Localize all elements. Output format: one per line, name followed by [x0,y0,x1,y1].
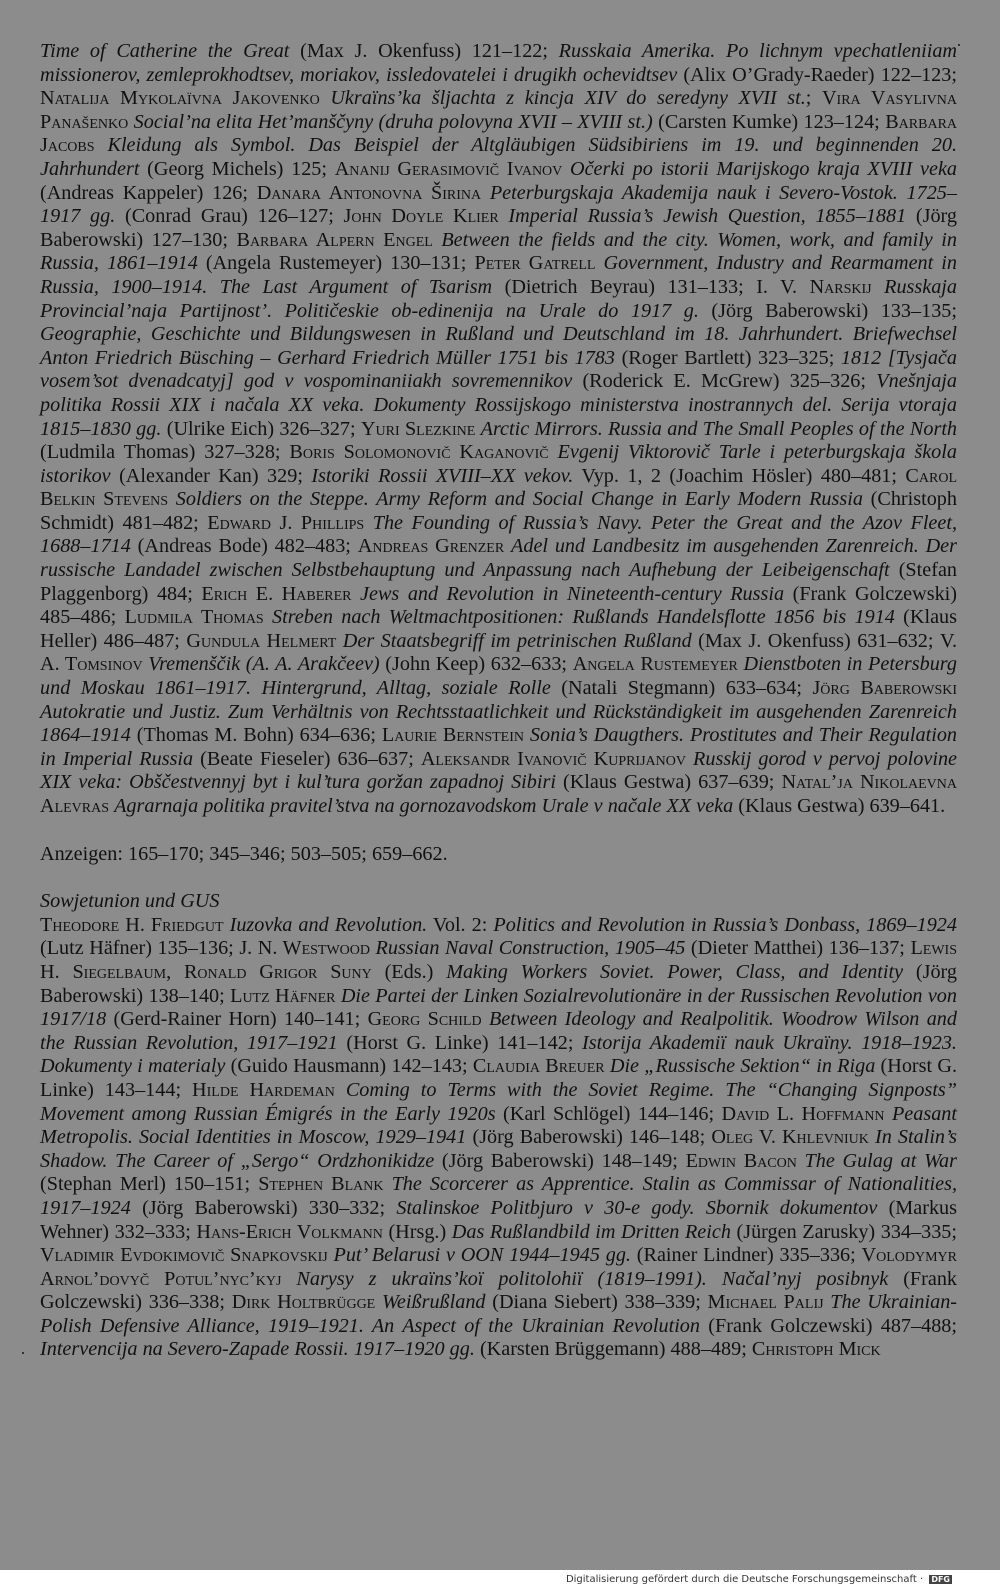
plain-text: (Karl Schlögel) 144–146; [495,1102,722,1125]
title-text: Iuzovka and Revolution. [229,913,428,936]
title-text: Stalinskoe Politbjuro v 30-e gody. Sbornik dokumentov [396,1196,878,1219]
title-text: Narysy z ukraïns’koï politolohiï (1819–1991). Načal’nyj posibnyk [296,1267,889,1290]
title-text: Weißrußland [381,1291,486,1314]
plain-text [504,535,511,557]
plain-text: (Dieter Matthei) 136–137; [685,937,911,960]
plain-text: (Gerd-Rainer Horn) 140–141; [106,1008,368,1031]
plain-text: (Horst G. Linke) 143–144; [40,1055,957,1101]
plain-text: (Klaus Gestwa) 639–641. [733,795,946,817]
plain-text: (Frank Golczewski) 485–486; [40,582,957,629]
plain-text: (John Keep) 632–633; [379,653,573,676]
author-name: Vira Vasylivna Panašenko [40,87,958,133]
plain-text [320,87,331,109]
author-name: Dirk Holtbrügge [231,1291,376,1314]
plain-text: (Conrad Grau) 126–127; [115,205,344,228]
plain-text: (Hrsg.) [382,1220,452,1243]
title-text: Making Workers Soviet. Power, Class, and Identity [446,960,904,983]
title-text: Jews and Revolution in Nineteenth-century Russia [360,582,785,605]
title-text: Agrarnaja politika pravitel’stva na gornozavodskom Urale v načale XX veka [114,795,734,817]
block-spacer [40,866,957,890]
plain-text: (Beate Fieseler) 636–637; [193,747,421,770]
author-name: Carol Belkin Stevens [40,464,957,511]
plain-text: (Georg Michels) 125; [139,157,335,180]
scan-speck [22,1352,24,1354]
title-text: Arctic Mirrors. Russia and The Small Peoples of the North [480,417,958,440]
plain-text: (Roderick E. McGrew) 325–326; [572,370,877,393]
title-text: Coming to Terms with the Soviet Regime. The “Changing Signposts” Movement among Russian Émigrés in the Early 1920s [40,1078,958,1125]
entry-paragraph [40,914,957,1362]
title-text: Die „Russische Sektion“ in Riga [609,1055,876,1078]
title-text: Istoriki Rossii XVIII–XX vekov. [311,464,574,487]
plain-text: (Guido Hausmann) 142–143; [225,1055,473,1078]
author-name: Lewis H. Siegelbaum, Ronald Grigor Suny [40,937,957,983]
plain-text: (Jörg Baberowski) 330–332; [130,1196,397,1219]
title-text: Die Partei der Linken Sozialrevolutionäre in der Russischen Revolution von 1917/18 [40,984,957,1031]
title-text: Geographie, Geschichte und Bildungswesen in Rußland und Deutschland im 18. Jahrhundert. Briefwechsel Anton Friedrich Büsching – Gerhard Friedrich Müller 1751 bis 1783 [40,323,957,369]
title-text: Russkaja Provincial’naja Partijnost’. Političeskie ob-edinenija na Urale do 1917 g. [40,275,958,322]
title-text: Vremenščik (A. A. Arakčeev) [148,653,380,676]
plain-text: ; [805,87,822,110]
plain-text: (Andreas Bode) 482–483; [130,535,358,558]
plain-text [351,583,360,605]
plain-text: (Rainer Lindner) 335–336; [630,1244,862,1267]
title-text: The Ukrainian-Polish Defensive Alliance, 1919–1921. An Aspect of the Ukrainian Revolution [40,1291,958,1337]
title-text: Očerki po istorii Marijskogo kraja XVIII veka [569,157,958,180]
plain-text: (Carsten Kumke) 123–124; [652,110,886,133]
author-name: I. V. Narskij [756,275,872,298]
author-name: Volodymyr Arnol’dovyč Potul’nyc’kyj [40,1244,957,1290]
author-name: Gundula Helmert [186,629,337,652]
author-name: Yuri Slezkine [360,417,476,440]
author-name: Jörg Baberowski [812,677,957,700]
title-text: Der Staatsbegriff im petrinischen Rußland [342,629,692,652]
entry-paragraph [40,40,957,819]
plain-text [335,1079,346,1101]
plain-text: (Dietrich Beyrau) 131–133; [492,275,757,298]
plain-text: (Jürgen Zarusky) 334–335; [730,1220,957,1243]
plain-text [686,748,693,770]
title-text: Russkij gorod v pervoj polovine XIX veka: Obščestvennyj byt i kul’tura goržan zapadnoj Sibiri [40,747,957,794]
author-name: Barbara Jacobs [40,110,958,157]
plain-text: (Diana Siebert) 338–339; [485,1291,708,1314]
plain-text [499,205,509,227]
author-name: Georg Schild [367,1008,482,1031]
author-name: Laurie Bernstein [381,724,524,747]
author-name: Barbara Alpern Engel [236,228,433,251]
plain-text: (Andreas Kappeler) 126; [40,181,257,204]
plain-text: (Roger Bartlett) 323–325; [615,346,841,369]
entry-paragraph [40,843,957,867]
author-name: Michael Palij [707,1291,824,1314]
author-name: Erich E. Haberer [201,582,352,605]
plain-text [797,1150,805,1172]
title-text: Ukraïns’ka šljachta z kincja XIV do seredyny XVII st. [330,87,806,110]
plain-text [375,1291,382,1313]
title-text: Politics and Revolution in Russia’s Donbass, 1869–1924 [493,913,957,936]
title-text: Peterburgskaja Akademija nauk i Severo-Vostok. 1725–1917 gg. [40,181,957,228]
author-name: V. A. Tomsinov [40,629,957,676]
author-name: Natal’ja Nikolaevna Alevras [40,771,957,817]
title-text: The Scorcerer as Apprentice. Stalin as Commissar of Nationalities, 1917–1924 [40,1173,957,1219]
plain-text [885,1103,892,1125]
plain-text [168,488,176,510]
title-text: Istorija Akademiï nauk Ukraïny. 1918–1923. Dokumenty i materialy [40,1031,957,1078]
plain-text: (Jörg Baberowski) 138–140; [40,960,958,1007]
title-text: Vnešnjaja politika Rossii XIX i načala XX veka. Dokumenty Rossijskogo ministerstva inostrannych del. Serija vtoraja 1815–1830 gg. [40,370,958,440]
author-name: J. N. Westwood [239,937,371,960]
block-spacer [40,819,957,843]
title-text: In Stalin’s Shadow. The Career of „Sergo“ Ordzhonikidze [40,1126,958,1172]
author-name: Lutz Häfner [230,984,336,1007]
plain-text: (Alexander Kan) 329; [110,464,312,487]
title-text: Social’na elita Het’manščyny (druha polovyna XVII – XVIII st.) [133,110,653,133]
title-text: Between the fields and the city. Women, work, and family in Russia, 1861–1914 [40,228,957,275]
title-text: Imperial Russia’s Jewish Question, 1855–1881 [508,205,907,228]
plain-text [364,512,373,534]
plain-text [562,158,570,180]
dfg-logo: DFG [931,1574,950,1584]
author-name: Boris Solomonovič Kaganovič [289,441,549,464]
author-name: Danara Antonovna Širina [256,181,482,204]
footer-credit-text: Digitalisierung gefördert durch die Deutsche Forschungsgemeinschaft · [565,1574,924,1585]
plain-text: (Stefan Plaggenborg) 484; [40,559,957,605]
title-text: Put’ Belarusi v OON 1944–1945 gg. [333,1244,631,1267]
title-text: Autokratie und Justiz. Zum Verhältnis von Rechtsstaatlichkeit und Rückständigkeit im ausgehenden Zarenreich 1864–1914 [40,700,957,747]
title-text: Evgenij Viktorovič Tarle i peterburgskaja škola istorikov [40,441,957,487]
plain-text: (Jörg Baberowski) 148–149; [434,1149,686,1172]
plain-text: (Ulrike Eich) 326–327; [161,417,361,440]
title-text: Dienstboten in Petersburg und Moskau 1861–1917. Hintergrund, Alltag, soziale Rolle [40,653,957,700]
author-name: Claudia Breuer [472,1055,605,1078]
title-text: Intervencija na Severo-Zapade Rossii. 1917–1920 gg. [40,1338,475,1361]
plain-text: (Natali Stegmann) 633–634; [550,677,813,700]
plain-text [482,1008,489,1030]
plain-text [595,252,603,274]
author-name: Vladimir Evdokimovič Snapkovskij [40,1244,328,1267]
section-heading [40,890,957,914]
author-name: Oleg V. Khlevniuk [711,1126,869,1149]
title-text: Between Ideology and Realpolitik. Woodrow Wilson and the Russian Revolution, 1917–1921 [40,1008,957,1054]
author-name: Ananij Gerasimovič Ivanov [334,157,563,180]
title-text: The Gulag at War [804,1149,957,1172]
title-text: Sowjetunion und GUS [40,890,220,913]
author-name: Hilde Hardeman [192,1078,335,1101]
plain-text: (Frank Golczewski) 336–338; [40,1267,958,1314]
title-text: Sonia’s Daugthers. Prostitutes and Their Regulation in Imperial Russia [40,724,958,770]
plain-text: (Alix O’Grady-Raeder) 122–123; [677,63,957,86]
author-name: Andreas Grenzer [357,535,505,558]
plain-text: (Klaus Heller) 486–487; [40,606,958,652]
scan-speck [958,44,960,46]
plain-text: (Klaus Gestwa) 637–639; [555,771,782,794]
plain-text [872,276,884,298]
plain-text: (Horst G. Linke) 141–142; [337,1031,583,1054]
title-text: The Founding of Russia’s Navy. Peter the Great and the Azov Fleet, 1688–1714 [40,511,958,558]
plain-text [264,606,272,628]
title-text: Soldiers on the Steppe. Army Reform and Social Change in Early Modern Russia [175,488,863,511]
plain-text [281,1268,296,1290]
plain-text: (Ludmila Thomas) 327–328; [40,441,290,464]
author-name: Peter Gatrell [474,252,596,275]
title-text: Russkaia Amerika. Po lichnym vpechatleniiam missionerov, zemleprokhodtsev, moriakov, issledovatelei i drugikh ochevidtsev [40,40,957,86]
author-name: Natalija Mykolaïvna Jakovenko [40,87,320,110]
title-text: Streben nach Weltmachtpositionen: Rußlands Handelsflotte 1856 bis 1914 [272,606,895,629]
plain-text: (Frank Golczewski) 487–488; [700,1314,957,1337]
plain-text: Anzeigen: 165–170; 345–346; 503–505; 659–662. [40,842,448,865]
author-name: Aleksandr Ivanovič Kuprijanov [420,747,686,770]
author-name: Edwin Bacon [685,1149,797,1172]
plain-text: (Karsten Brüggemann) 488–489; [474,1338,752,1361]
plain-text: (Lutz Häfner) 135–136; [40,937,240,960]
author-name: John Doyle Klier [343,205,499,228]
author-name: Angela Rustemeyer [572,653,738,676]
author-name: Theodore H. Friedgut [40,913,224,936]
plain-text: Vyp. 1, 2 (Joachim Hösler) 480–481; [573,464,906,487]
author-name: Hans-Erich Volkmann [196,1220,383,1243]
title-text: Peasant Metropolis. Social Identities in Moscow, 1929–1941 [40,1102,958,1149]
footer-credit [566,1574,952,1585]
title-text: Time of Catherine the Great [40,40,290,62]
plain-text: (Max J. Okenfuss) 121–122; [289,40,559,62]
plain-text: (Jörg Baberowski) 146–148; [466,1126,712,1149]
plain-text: (Jörg Baberowski) 133–135; [698,299,958,322]
author-name: Stephen Blank [258,1173,384,1196]
plain-text [481,182,490,204]
title-text: Kleidung als Symbol. Das Beispiel der Altgläubigen Südsibiriens im 19. und beginnenden 20. Jahrhundert [40,134,957,180]
plain-text: (Stephan Merl) 150–151; [40,1173,259,1196]
title-text: Adel und Landbesitz im ausgehenden Zarenreich. Der russische Landadel zwischen Selbstbehauptung und Anpassung nach Aufhebung der Leibeigenschaft [40,535,957,582]
plain-text: Vol. 2: [427,913,494,936]
plain-text: (Angela Rustemeyer) 130–131; [197,252,475,275]
title-text: Government, Industry and Rearmament in Russia, 1900–1914. The Last Argument of Tsarism [40,252,957,298]
plain-text [549,441,558,463]
author-name: David L. Hoffmann [721,1102,885,1125]
plain-text: (Max J. Okenfuss) 631–632; [691,629,940,652]
title-text: 1812 [Tysjača vosem’sot dvenadcatyj] god v vospominaniiakh sovremennikov [40,346,957,393]
plain-text [95,134,108,156]
author-name: Christoph Mick [751,1338,881,1361]
plain-text: (Markus Wehner) 332–333; [40,1196,957,1243]
title-text: Russian Naval Construction, 1905–45 [375,937,686,960]
title-text: Das Rußlandbild im Dritten Reich [451,1220,731,1243]
author-name: Edward J. Phillips [207,511,365,534]
plain-text: (Thomas M. Bohn) 634–636; [130,724,382,747]
page-text [40,40,957,1362]
plain-text: (Jörg Baberowski) 127–130; [40,205,958,251]
plain-text [384,1173,392,1195]
plain-text: (Eds.) [371,960,447,983]
author-name: Ludmila Thomas [124,606,264,629]
plain-text: (Christoph Schmidt) 481–482; [40,488,957,534]
